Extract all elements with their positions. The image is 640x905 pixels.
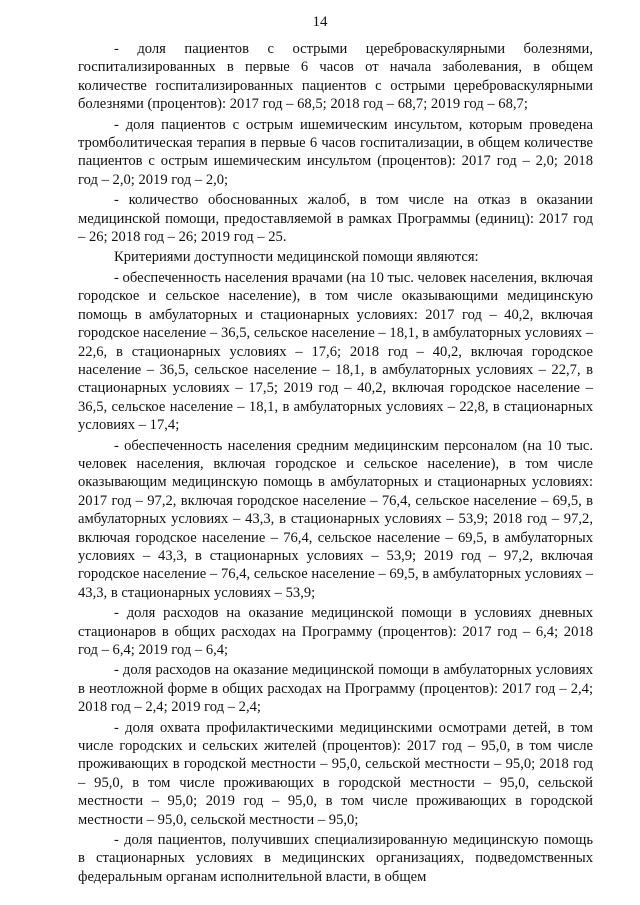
paragraph-doctors-supply: - обеспеченность населения врачами (на 10 тыс. человек населения, включая городское и сельское население), в том числе оказывающими медицинскую помощь в амбулаторных и стационарных условиях: 2017 год – 40,2, включая городское население – 36,5, сельское население – 18,1, в амбулаторных условиях – 22,6, в стационарных условиях – 17,6; 2018 год – 40,2, включая городское население – 36,5, сельское население – 18,1, в амбулаторных условиях – 22,7, в стационарных условиях – 17,5; 2019 год – 40,2, включая городское население – 36,5, сельское население – 18,1, в амбулаторных условиях – 22,8, в стационарных условиях – 17,4; xyxy=(78,269,593,434)
paragraph-children-checkups: - доля охвата профилактическими медицинскими осмотрами детей, в том числе городских и сельских жителей (процентов): 2017 год – 95,0, в том числе проживающих в городской местности – 95,0, сельской местности – 95,0; 2018 год – 95,0, в том числе проживающих в городской местности – 95,0, сельской местности – 95,0; 2019 год – 95,0, в том числе проживающих в городской местности – 95,0, сельской местности – 95,0; xyxy=(78,719,593,828)
paragraph-specialized-care: - доля пациентов, получивших специализированную медицинскую помощь в стационарных условиях в медицинских организациях, подведомственных федеральным органам исполнительной власти, в общем xyxy=(78,832,593,885)
paragraph-thrombolytic-therapy: - доля пациентов с острым ишемическим инсультом, которым проведена тромболитическая терапия в первые 6 часов госпитализации, в общем количестве пациентов с острым ишемическим инсультом (процентов): 2017 год – 2,0; 2018 год – 2,0; 2019 год – 2,0; xyxy=(78,116,593,188)
paragraph-emergency-outpatient-expenses: - доля расходов на оказание медицинской помощи в амбулаторных условиях в неотложной форме в общих расходах на Программу (процентов): 2017 год – 2,4; 2018 год – 2,4; 2019 год – 2,4; xyxy=(78,662,593,716)
document-body xyxy=(78,40,593,888)
paragraph-nursing-staff-supply: - обеспеченность населения средним медицинским персоналом (на 10 тыс. человек населения, включая городское и сельское население), в том числе оказывающим медицинскую помощь в амбулаторных и стационарных условиях: 2017 год – 97,2, включая городское население – 76,4, сельское население – 69,5, в амбулаторных условиях – 43,3, в стационарных условиях – 53,9; 2018 год – 97,2, включая городское население – 76,4, сельское население – 69,5, в амбулаторных условиях – 43,3, в стационарных условиях – 53,9; 2019 год – 97,2, включая городское население – 76,4, сельское население – 69,5, в амбулаторных условиях – 43,3, в стационарных условиях – 53,9; xyxy=(78,437,593,601)
page-number: 14 xyxy=(312,14,328,30)
paragraph-complaints: - количество обоснованных жалоб, в том числе на отказ в оказании медицинской помощи, предоставляемой в рамках Программы (единиц): 2017 год – 26; 2018 год – 26; 2019 год – 25. xyxy=(78,192,593,246)
paragraph-accessibility-heading: Критериями доступности медицинской помощи являются: xyxy=(114,249,479,266)
paragraph-stroke-hospitalization: - доля пациентов с острыми цереброваскулярными болезнями, госпитализированных в первые 6 часов от начала заболевания, в общем количестве госпитализированных пациентов с острыми цереброваскулярными болезнями (процентов): 2017 год – 68,5; 2018 год – 68,7; 2019 год – 68,7; xyxy=(78,41,593,113)
paragraph-day-hospital-expenses: - доля расходов на оказание медицинской помощи в условиях дневных стационаров в общих расходах на Программу (процентов): 2017 год – 6,4; 2018 год – 6,4; 2019 год – 6,4; xyxy=(78,605,593,658)
